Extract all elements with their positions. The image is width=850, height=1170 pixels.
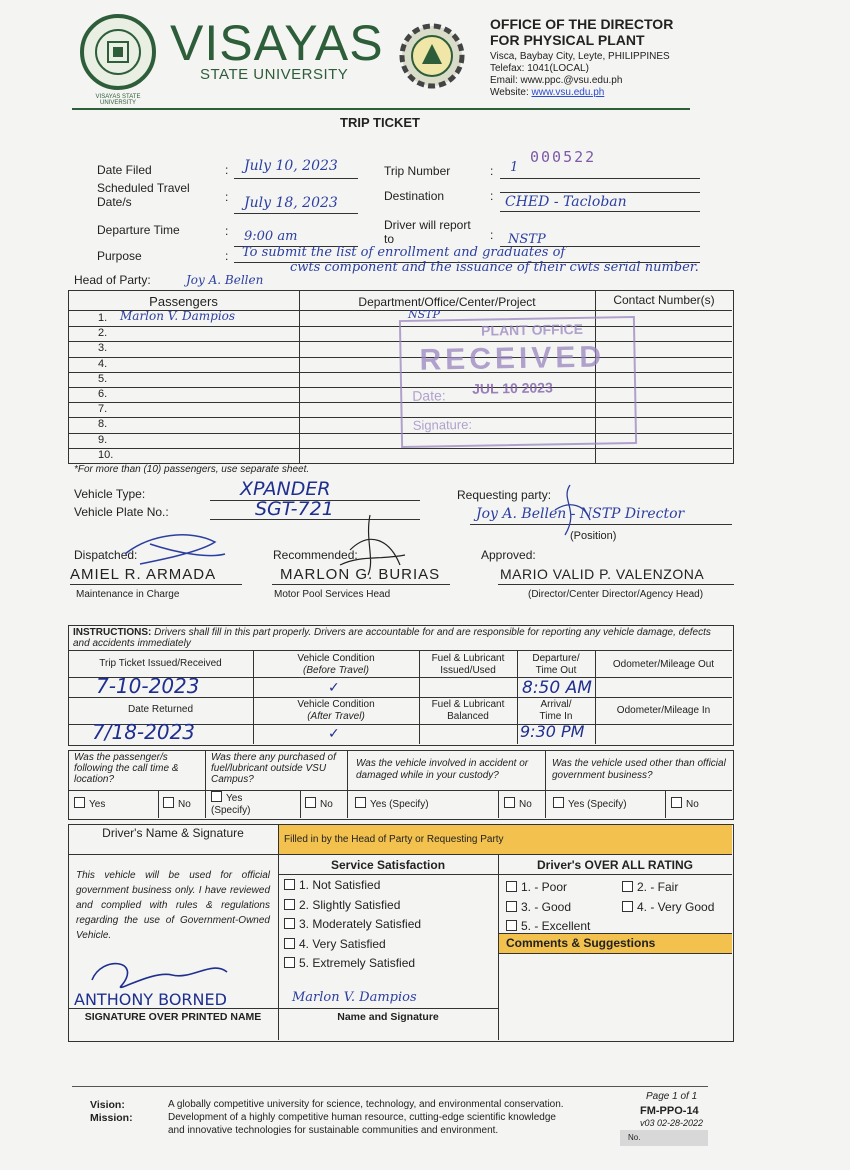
ss-sig-line <box>278 1008 498 1009</box>
date-filed-value: July 10, 2023 <box>244 158 338 174</box>
sched-value: July 18, 2023 <box>244 195 338 211</box>
sched-line <box>234 213 358 214</box>
driver-sig-line <box>68 1008 278 1009</box>
approved-label: Approved: <box>481 548 536 562</box>
plate-label: Vehicle Plate No.: <box>74 505 169 519</box>
passenger-number: 5. <box>98 372 108 385</box>
passenger-number: 9. <box>98 433 108 446</box>
header-divider <box>72 108 690 110</box>
colon: : <box>225 249 229 263</box>
q2-no-label: No <box>320 799 333 810</box>
q1-no-label: No <box>178 799 191 810</box>
question-2: Was there any purchased of fuel/lubricant outside VSU Campus? <box>211 752 336 785</box>
purpose-label: Purpose <box>97 249 142 263</box>
approver-role: (Director/Center Director/Agency Head) <box>528 589 704 600</box>
rating-2-label: 2. - Fair <box>637 880 679 894</box>
trip-number-line <box>500 178 700 179</box>
passenger-number: 8. <box>98 418 108 431</box>
destination-line-1 <box>500 192 700 193</box>
departure-h2: Time Out <box>535 665 577 676</box>
fuel-issued-h2: Issued/Used <box>440 665 496 676</box>
website-label: Website: <box>490 87 532 98</box>
arrival-h2: Time In <box>539 711 573 722</box>
contact-col-header: Contact Number(s) <box>613 293 715 307</box>
overall-rating-header: Driver's OVER ALL RATING <box>537 858 693 872</box>
mission-text-2: and innovative technologies for sustainable communities and environment. <box>168 1125 499 1136</box>
q-vline-2 <box>347 750 348 818</box>
seal-text: VISAYAS STATE UNIVERSITY <box>95 94 141 106</box>
service-satisfaction-label: 4. Very Satisfied <box>299 936 386 951</box>
passenger-number: 2. <box>98 327 108 340</box>
checkbox[interactable] <box>284 938 295 949</box>
q3-no-label: No <box>519 799 532 810</box>
passengers-col-header: Passengers <box>149 294 218 309</box>
destination-label: Destination <box>384 189 445 203</box>
department-col-header: Department/Office/Center/Project <box>358 295 536 309</box>
q-vsub-4 <box>665 790 666 818</box>
fuel-issued-h1: Fuel & Lubricant <box>431 653 505 664</box>
departure-value: 9:00 am <box>244 229 298 244</box>
recommender-signature <box>330 510 410 580</box>
form-title: TRIP TICKET <box>340 115 420 130</box>
dispatched-label: Dispatched: <box>74 548 138 562</box>
rating-3-label: 3. - Good <box>521 900 572 914</box>
passengers-note: *For more than (10) passengers, use separate sheet. <box>74 464 310 475</box>
rating-4-label: 4. - Very Good <box>637 900 715 914</box>
cond-before-check: ✓ <box>328 680 340 696</box>
destination-value: CHED - Tacloban <box>505 194 627 210</box>
q-hline <box>68 790 732 791</box>
passenger-dept: NSTP <box>408 308 440 321</box>
rating-1-label: 1. - Poor <box>521 880 568 894</box>
date-filed-label: Date Filed <box>97 163 152 177</box>
checkbox[interactable] <box>211 791 222 802</box>
form-code: FM-PPO-14 <box>640 1105 699 1117</box>
checkbox[interactable] <box>284 899 295 910</box>
passenger-number: 6. <box>98 388 108 400</box>
colon: : <box>490 228 494 242</box>
colon: : <box>225 224 229 238</box>
head-of-party-value: Joy A. Bellen <box>186 273 264 287</box>
service-satisfaction-option[interactable] <box>284 878 380 892</box>
checkbox[interactable] <box>671 797 682 808</box>
dispatcher-name: AMIEL R. ARMADA <box>70 566 217 583</box>
recommended-label: Recommended: <box>273 548 358 562</box>
recommender-role: Motor Pool Services Head <box>274 589 391 600</box>
stamp-received-text: RECEIVED <box>419 340 606 377</box>
stamp-date: JUL 10 2023 <box>471 379 553 397</box>
rating-1[interactable] <box>506 880 567 894</box>
service-satisfaction-label: 3. Moderately Satisfied <box>299 917 422 931</box>
sched-label-2: Date/s <box>97 195 132 209</box>
office-title-2: FOR PHYSICAL PLANT <box>490 32 645 48</box>
q3-yes-option[interactable] <box>355 797 429 810</box>
instructions-text <box>73 627 729 649</box>
stamp-date-label: Date: <box>412 387 446 404</box>
office-title-1: OFFICE OF THE DIRECTOR <box>490 16 674 32</box>
instructions-bold: INSTRUCTIONS: <box>73 627 152 638</box>
q4-no-label: No <box>686 799 699 810</box>
checkbox[interactable] <box>622 881 633 892</box>
footer-divider <box>72 1086 708 1087</box>
cond-before-h2: (Before Travel) <box>303 665 369 676</box>
fuel-balanced-h2: Balanced <box>447 711 489 722</box>
website-link[interactable]: www.vsu.edu.ph <box>531 87 605 98</box>
fuel-balanced-h1: Fuel & Lubricant <box>431 699 505 710</box>
dispatcher-role: Maintenance in Charge <box>76 589 180 600</box>
departure-label: Departure Time <box>97 223 180 237</box>
departure-h1: Departure/ <box>532 653 580 664</box>
trip-number-stamp: 000522 <box>530 148 597 166</box>
checkbox[interactable] <box>284 918 295 929</box>
date-filed-line <box>234 178 358 179</box>
service-satisfaction-option[interactable] <box>284 937 386 951</box>
rating-5-label: 5. - Excellent <box>521 919 591 933</box>
q-vline-3 <box>545 750 546 818</box>
q3-no-option[interactable] <box>504 797 532 810</box>
office-email: Email: www.ppc.@vsu.edu.ph <box>490 75 623 86</box>
arrival-h1: Arrival/ <box>540 699 572 710</box>
university-seal <box>80 14 156 90</box>
office-address: Visca, Baybay City, Leyte, PHILIPPINES <box>490 51 670 62</box>
approver-signature <box>540 480 600 540</box>
bottom-hline <box>68 854 732 855</box>
comments-label: Comments & Suggestions <box>506 936 656 950</box>
checkbox[interactable] <box>284 957 295 968</box>
checkbox[interactable] <box>622 901 633 912</box>
physical-plant-logo <box>396 20 468 92</box>
q3-yes-label: Yes (Specify) <box>370 799 429 810</box>
question-3: Was the vehicle involved in accident or damaged while in your custody? <box>356 758 529 781</box>
vehicle-type-value: XPANDER <box>240 478 331 500</box>
date-returned-value: 7/18-2023 <box>92 720 196 744</box>
serial-label: No. <box>628 1133 641 1142</box>
checkbox[interactable] <box>506 901 517 912</box>
approver-line <box>498 584 734 585</box>
service-satisfaction-option[interactable] <box>284 898 400 912</box>
vision-text: A globally competitive university for science, technology, and environmental conservation. <box>168 1099 564 1110</box>
vehicle-type-label: Vehicle Type: <box>74 487 146 501</box>
q2-specify-label: (Specify) <box>211 805 251 816</box>
university-name: VISAYAS <box>170 15 384 71</box>
odometer-out-header: Odometer/Mileage Out <box>612 659 715 670</box>
serial-box <box>620 1130 708 1146</box>
received-stamp <box>399 316 637 448</box>
position-label: (Position) <box>570 530 617 542</box>
checkbox[interactable] <box>506 920 517 931</box>
q-vsub-3 <box>498 790 499 818</box>
issued-value: 7-10-2023 <box>96 674 200 698</box>
plate-value: SGT-721 <box>255 498 334 520</box>
driver-report-line <box>500 246 700 247</box>
passenger-number: 4. <box>98 357 108 370</box>
driver-sig-header: Driver's Name & Signature <box>102 826 244 840</box>
driver-report-label-2: to <box>384 232 395 246</box>
cond-after-check: ✓ <box>328 726 340 742</box>
instructions-body: Drivers shall fill in this part properly. Drivers are accountable for and are responsible for reporting any vehicle damage, defects and accidents immediately <box>73 627 711 649</box>
q1-no-option[interactable] <box>163 797 191 810</box>
dispatcher-line <box>70 584 242 585</box>
q4-yes-option[interactable] <box>553 797 627 810</box>
approver-name: MARIO VALID P. VALENZONA <box>500 566 705 582</box>
recommender-line <box>272 584 450 585</box>
checkbox[interactable] <box>355 797 366 808</box>
service-satisfaction-option[interactable] <box>284 956 415 970</box>
dispatcher-signature <box>120 524 230 570</box>
passenger-number: 3. <box>98 342 108 355</box>
passenger-number: 10. <box>98 448 114 461</box>
date-returned-header: Date Returned <box>127 704 194 715</box>
passenger-row <box>68 448 732 463</box>
trip-number-hand: 1 <box>510 160 519 175</box>
service-satisfaction-label: 5. Extremely Satisfied <box>299 956 416 970</box>
purpose-line-2: cwts component and the issuance of their cwts serial number. <box>290 260 699 275</box>
recommender-name: MARLON G. BURIAS <box>280 566 441 583</box>
ss-signer-name: Marlon V. Dampios <box>292 990 417 1005</box>
mission-text-1: Development of a highly competitive human resource, cutting-edge scientific knowledge <box>168 1112 556 1123</box>
destination-line-2 <box>500 211 700 212</box>
question-4: Was the vehicle used other than official government business? <box>552 758 726 781</box>
cond-before-h1: Vehicle Condition <box>297 653 375 664</box>
rating-2[interactable] <box>622 880 678 894</box>
form-version: v03 02-28-2022 <box>640 1118 704 1128</box>
page-number: Page 1 of 1 <box>646 1091 698 1102</box>
service-satisfaction-label: 1. Not Satisfied <box>299 878 381 892</box>
ss-head-line <box>278 874 732 875</box>
filled-by-text: Filled in by the Head of Party or Requesting Party <box>284 834 504 845</box>
requesting-party-label: Requesting party: <box>457 488 552 502</box>
checkbox[interactable] <box>305 797 316 808</box>
instr-hline-1 <box>68 650 732 651</box>
driver-statement: This vehicle will be used for official government business only. I have reviewed and complied with rules & regulations regarding the use of Government-Owned Vehicle. <box>76 870 270 941</box>
q2-yes-option[interactable] <box>211 791 250 817</box>
trip-number-label: Trip Number <box>384 164 451 178</box>
university-subname: STATE UNIVERSITY <box>200 66 349 83</box>
passenger-number: 7. <box>98 403 108 416</box>
service-satisfaction-header: Service Satisfaction <box>330 858 446 872</box>
colon: : <box>225 190 229 204</box>
q2-no-option[interactable] <box>305 797 333 810</box>
office-telefax: Telefax: 1041(LOCAL) <box>490 63 589 74</box>
q1-yes-option[interactable] <box>74 797 105 810</box>
q-vsub-2 <box>300 790 301 818</box>
passenger-number: 1. <box>98 312 108 324</box>
stamp-top-text: PLANT OFFICE <box>480 320 584 339</box>
checkbox[interactable] <box>284 879 295 890</box>
departure-value: 8:50 AM <box>522 678 592 698</box>
checkbox[interactable] <box>553 797 564 808</box>
service-satisfaction-label: 2. Slightly Satisfied <box>299 897 401 912</box>
checkbox[interactable] <box>163 797 174 808</box>
checkbox[interactable] <box>504 797 515 808</box>
service-satisfaction-option[interactable] <box>284 917 421 931</box>
odometer-in-header: Odometer/Mileage In <box>616 705 711 716</box>
vision-label: Vision: <box>90 1099 125 1111</box>
q1-yes-label: Yes <box>89 799 106 810</box>
rating-3[interactable] <box>506 900 571 914</box>
rating-4[interactable] <box>622 900 714 914</box>
driver-sig-label: SIGNATURE OVER PRINTED NAME <box>84 1011 262 1023</box>
driver-printed-name: ANTHONY BORNED <box>74 990 227 1009</box>
colon: : <box>490 164 494 178</box>
arrival-value: 9:30 PM <box>520 722 585 741</box>
ss-sig-label: Name and Signature <box>337 1011 439 1023</box>
purpose-line-1: To submit the list of enrollment and graduates of <box>242 245 566 260</box>
head-of-party-label: Head of Party: <box>74 273 151 287</box>
sched-label-1: Scheduled Travel <box>97 181 190 195</box>
issued-header: Trip Ticket Issued/Received <box>99 658 222 669</box>
q-vsub-1 <box>158 790 159 818</box>
q4-no-option[interactable] <box>671 797 699 810</box>
stamp-signature-label: Signature: <box>412 416 473 433</box>
q4-yes-label: Yes (Specify) <box>568 799 627 810</box>
office-website <box>490 87 604 98</box>
driver-report-value: NSTP <box>508 232 546 247</box>
colon: : <box>490 189 494 203</box>
q-vline-1 <box>205 750 206 818</box>
passenger-name: Marlon V. Dampios <box>120 309 236 323</box>
question-1: Was the passenger/s following the call time & location? <box>74 752 179 785</box>
rating-5[interactable] <box>506 919 590 933</box>
checkbox[interactable] <box>74 797 85 808</box>
requesting-party-line <box>470 524 732 525</box>
requesting-party-value: Joy A. Bellen - NSTP Director <box>476 506 685 522</box>
q2-yes-label: Yes <box>226 793 243 804</box>
checkbox[interactable] <box>506 881 517 892</box>
mission-label: Mission: <box>90 1112 133 1124</box>
colon: : <box>225 163 229 177</box>
cond-after-h2: (After Travel) <box>307 711 365 722</box>
cond-after-h1: Vehicle Condition <box>297 699 375 710</box>
driver-report-label-1: Driver will report <box>384 218 471 232</box>
